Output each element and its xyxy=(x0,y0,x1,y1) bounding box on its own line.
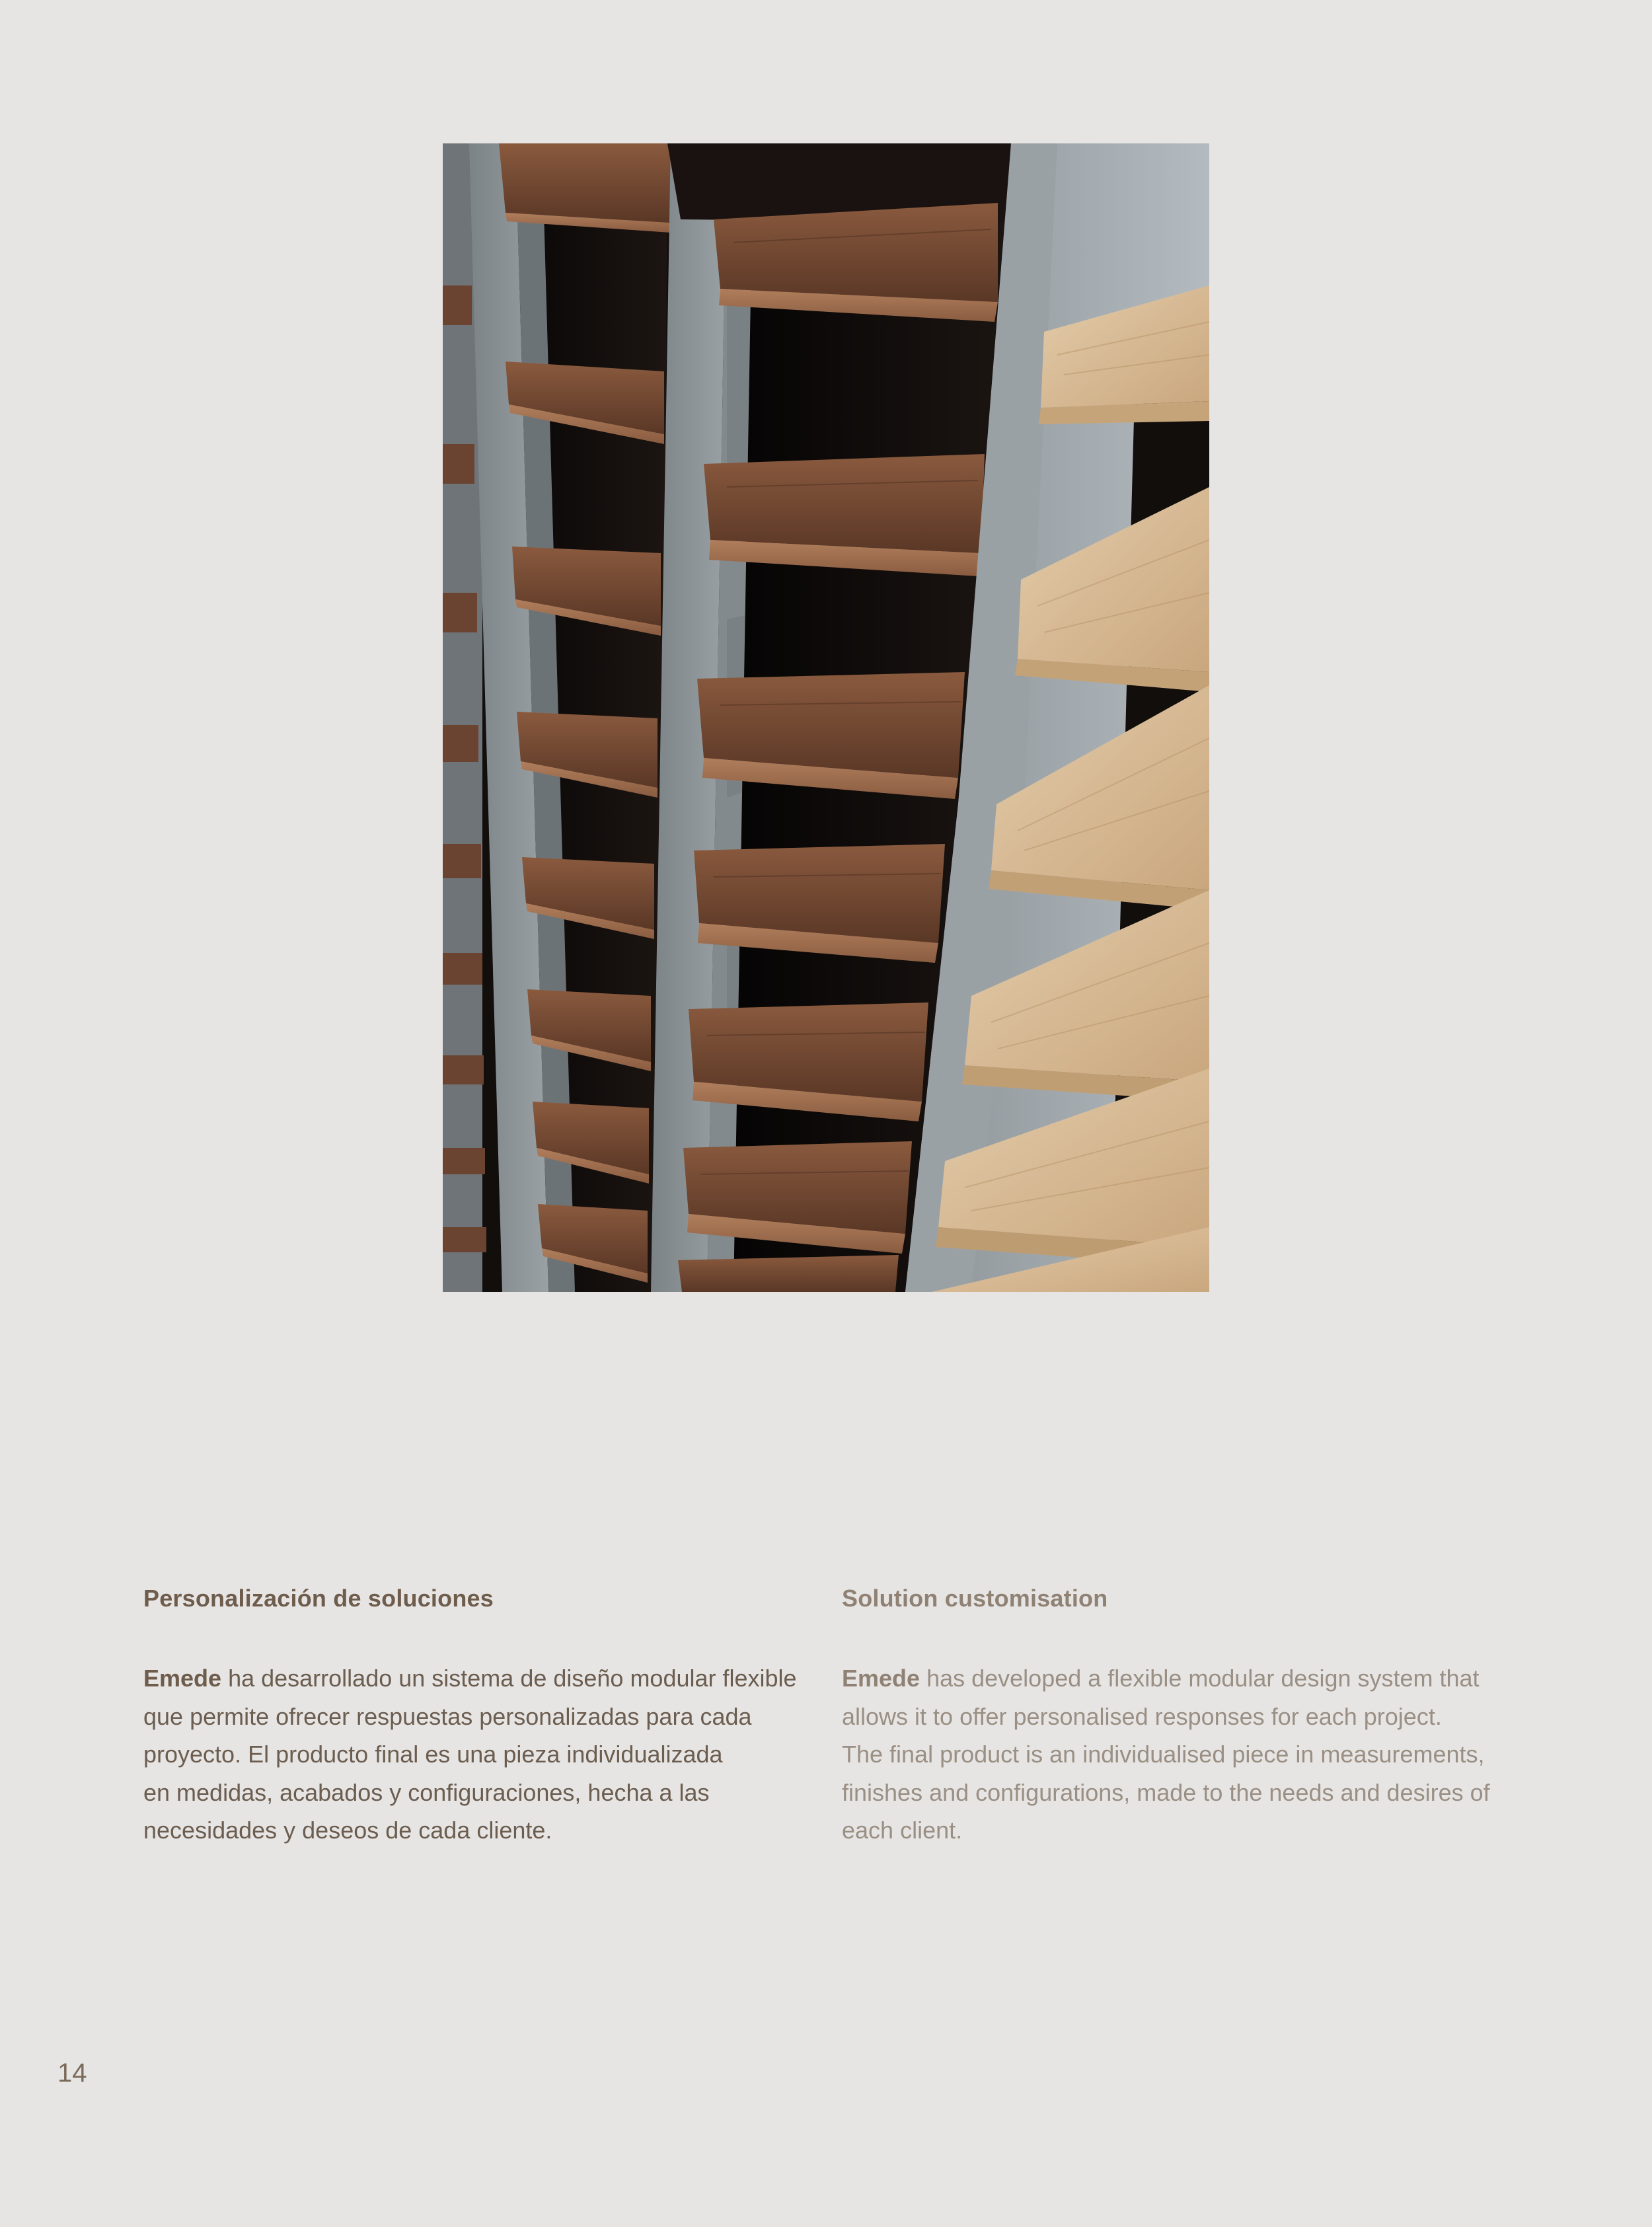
spanish-brand: Emede xyxy=(143,1665,222,1692)
spanish-line-1 xyxy=(143,1659,817,1698)
spanish-line-3: proyecto. El producto final es una pieza individualizada xyxy=(143,1741,723,1768)
english-line-4: finishes and configurations, made to the needs and desires of xyxy=(842,1778,1490,1806)
english-line-1-text: has developed a flexible modular design system that xyxy=(920,1665,1480,1692)
product-photo xyxy=(443,143,1209,1292)
english-line-2: allows it to offer personalised responses for each project. xyxy=(842,1702,1442,1730)
english-line-3: The final product is an individualised piece in measurements, xyxy=(842,1741,1485,1768)
english-line-5: each client. xyxy=(842,1817,963,1844)
spanish-line-2: que permite ofrecer respuestas personalizadas para cada xyxy=(143,1702,752,1730)
modular-shelving-photo-icon xyxy=(443,143,1209,1292)
page-number: 14 xyxy=(57,2058,87,2088)
english-heading: Solution customisation xyxy=(842,1585,1108,1612)
english-brand: Emede xyxy=(842,1665,920,1692)
spanish-line-4: en medidas, acabados y configuraciones, hecha a las xyxy=(143,1778,710,1806)
spanish-line-5: necesidades y deseos de cada cliente. xyxy=(143,1817,552,1844)
spanish-line-1-text: ha desarrollado un sistema de diseño modular flexible xyxy=(221,1665,797,1692)
english-column xyxy=(842,1583,1516,1850)
english-line-1 xyxy=(842,1659,1516,1698)
spanish-body xyxy=(143,1659,817,1850)
spanish-heading: Personalización de soluciones xyxy=(143,1585,494,1612)
english-body xyxy=(842,1659,1516,1850)
spanish-column xyxy=(143,1583,817,1850)
